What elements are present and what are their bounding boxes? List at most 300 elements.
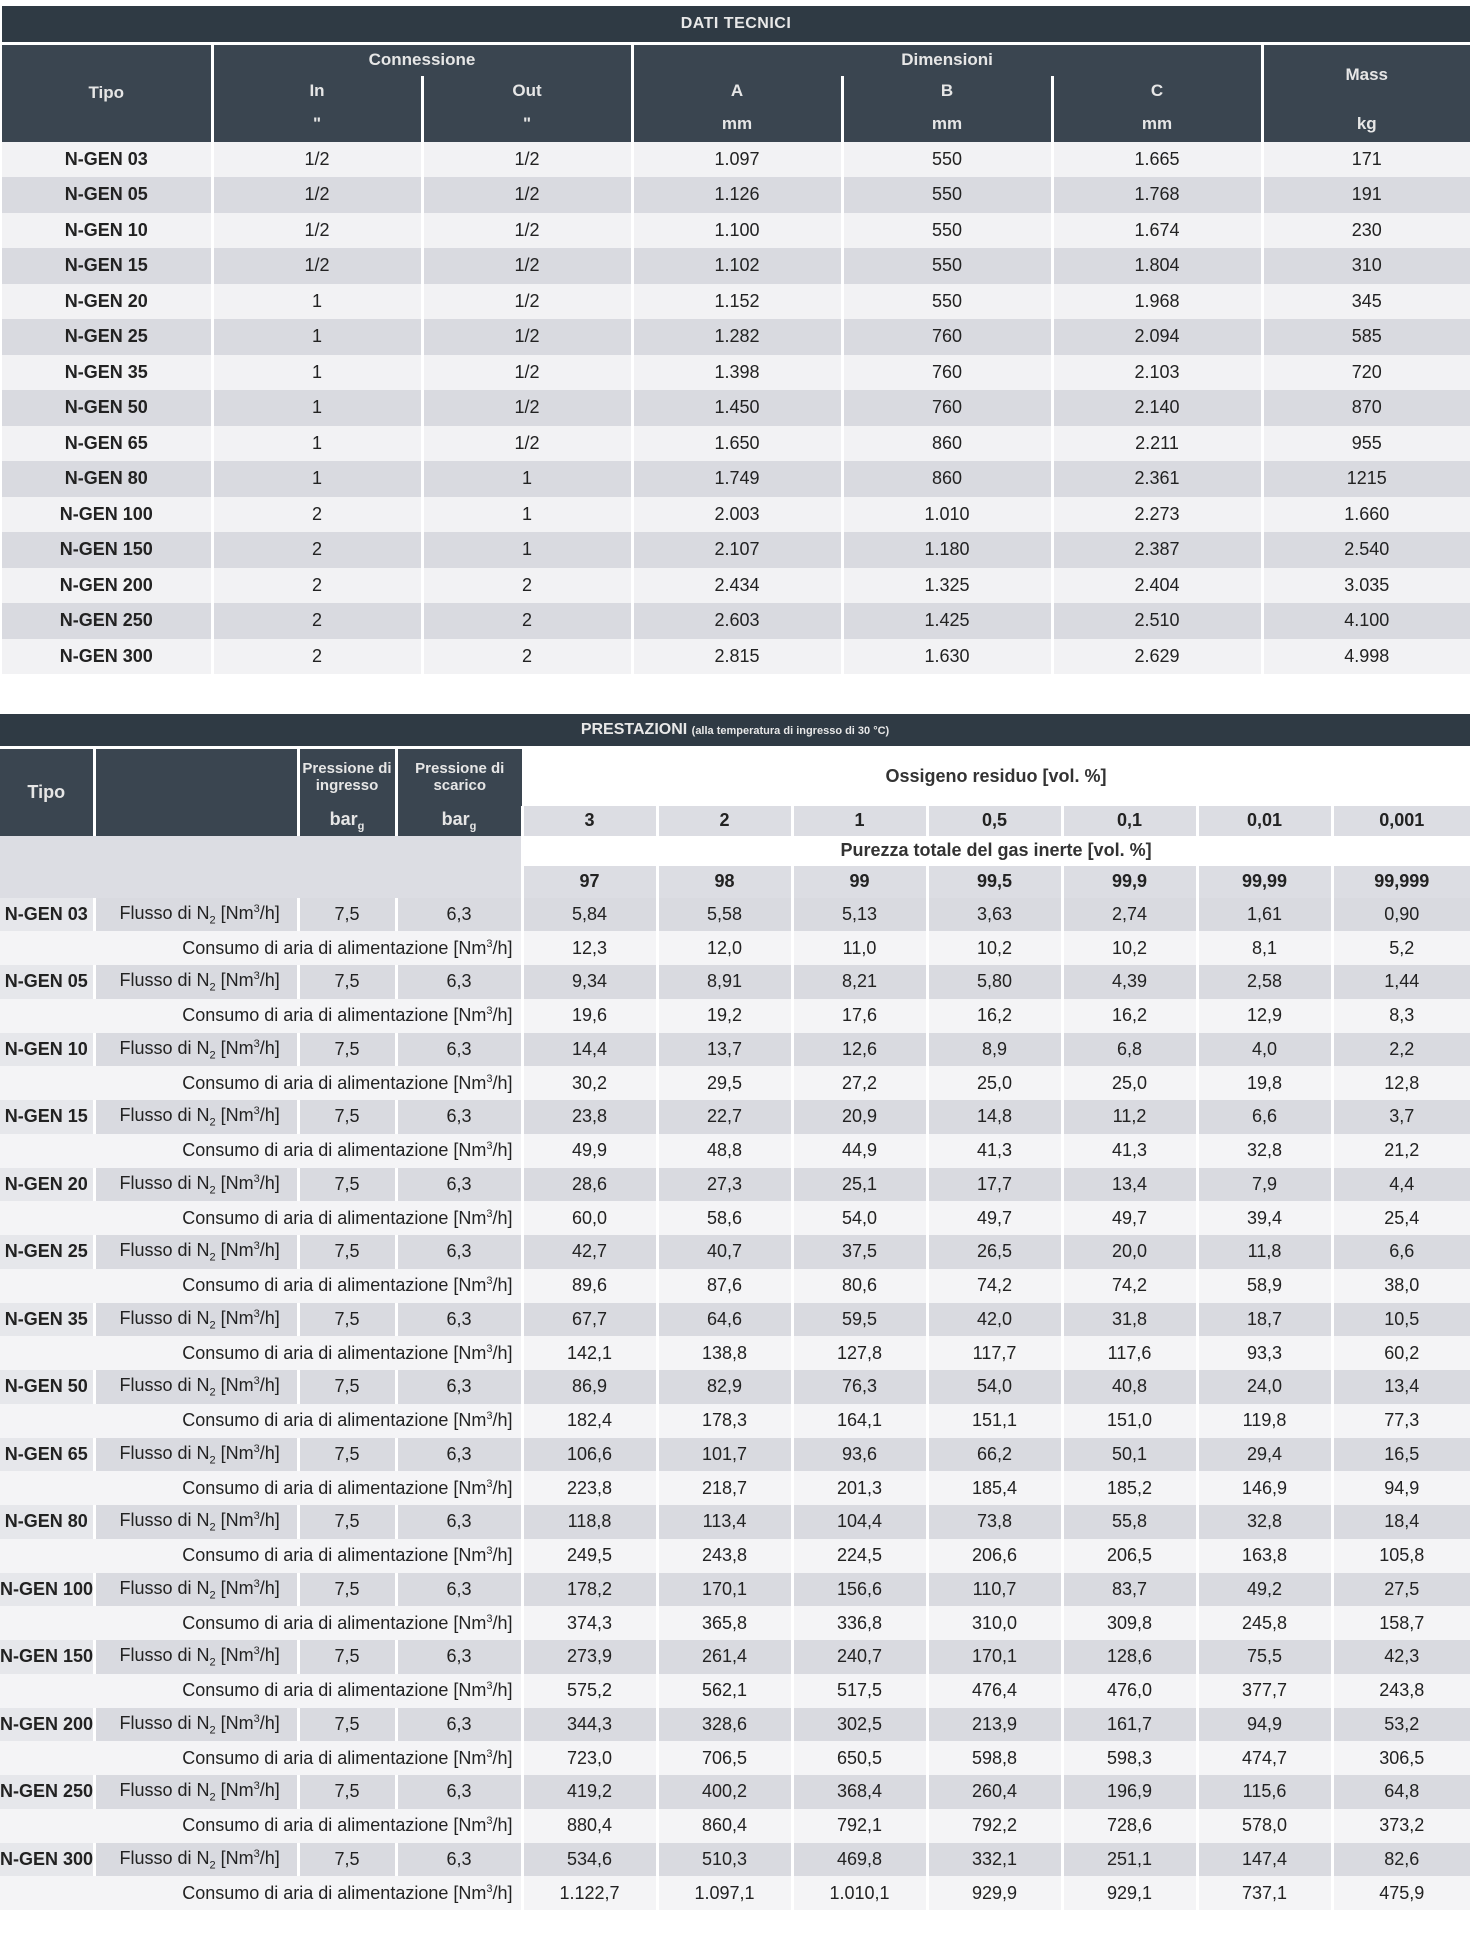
pressure-out: 6,3 — [396, 1843, 522, 1877]
header-a: A — [632, 76, 842, 106]
flow-label — [94, 1708, 298, 1742]
pressure-in: 7,5 — [298, 1843, 396, 1877]
flow-label-sup: 3 — [253, 1510, 260, 1523]
flow-value: 50,1 — [1062, 1438, 1197, 1472]
flow-value: 22,7 — [657, 1100, 792, 1134]
flow-row — [0, 1303, 1470, 1337]
pressure-in: 7,5 — [298, 1168, 396, 1202]
cell-mass: 720 — [1262, 355, 1470, 391]
flow-label-sup: 3 — [253, 970, 260, 983]
consumption-label — [0, 1134, 522, 1168]
consumption-value: 310,0 — [927, 1606, 1062, 1640]
cell-in: 2 — [212, 497, 422, 533]
consumption-value: 206,6 — [927, 1539, 1062, 1573]
consumption-value: 49,7 — [1062, 1201, 1197, 1235]
cell-a: 1.152 — [632, 284, 842, 320]
flow-value: 344,3 — [522, 1708, 657, 1742]
pressure-in: 7,5 — [298, 1303, 396, 1337]
pressure-in: 7,5 — [298, 1438, 396, 1472]
cell-mass: 171 — [1262, 142, 1470, 178]
flow-label-unit: [Nm — [220, 1375, 254, 1396]
header-mass: Mass — [1262, 44, 1470, 106]
consumption-label-text: Consumo di aria di alimentazione [Nm — [182, 1275, 487, 1296]
flow-label-unit-end: /h] — [259, 1172, 280, 1193]
flow-value: 18,7 — [1197, 1303, 1332, 1337]
model-tipo: N-GEN 100 — [0, 1573, 94, 1607]
cell-a: 1.102 — [632, 248, 842, 284]
consumption-label-end: /h] — [492, 1815, 513, 1836]
flow-label-sub: 2 — [209, 1589, 216, 1602]
cell-out: 2 — [422, 603, 632, 639]
ossigeno-value: 2 — [657, 806, 792, 836]
consumption-value: 178,3 — [657, 1404, 792, 1438]
flow-label-unit: [Nm — [220, 1645, 254, 1666]
consumption-value: 476,0 — [1062, 1674, 1197, 1708]
cell-a: 2.003 — [632, 497, 842, 533]
flow-value: 128,6 — [1062, 1640, 1197, 1674]
flow-label-unit-end: /h] — [259, 970, 280, 991]
flow-label-unit: [Nm — [220, 1712, 254, 1733]
flow-value: 5,58 — [657, 898, 792, 932]
consumption-value: 163,8 — [1197, 1539, 1332, 1573]
consumption-label-end: /h] — [492, 1612, 513, 1633]
consumption-label-sup: 3 — [486, 1005, 493, 1018]
consumption-value: 164,1 — [792, 1404, 927, 1438]
flow-value: 10,5 — [1332, 1303, 1470, 1337]
consumption-label-sup: 3 — [486, 1545, 493, 1558]
consumption-value: 224,5 — [792, 1539, 927, 1573]
consumption-label-text: Consumo di aria di alimentazione [Nm — [182, 1882, 487, 1903]
cell-in: 1/2 — [212, 248, 422, 284]
flow-label-prefix: Flusso di N — [119, 1307, 210, 1328]
flow-value: 20,9 — [792, 1100, 927, 1134]
flow-value: 14,8 — [927, 1100, 1062, 1134]
consumption-row — [0, 1336, 1470, 1370]
consumption-value: 476,4 — [927, 1674, 1062, 1708]
flow-label-sup: 3 — [253, 1780, 260, 1793]
flow-value: 4,4 — [1332, 1168, 1470, 1202]
consumption-label-text: Consumo di aria di alimentazione [Nm — [182, 1410, 487, 1431]
consumption-value: 182,4 — [522, 1404, 657, 1438]
consumption-value: 58,6 — [657, 1201, 792, 1235]
flow-label-unit: [Nm — [220, 1240, 254, 1261]
flow-label-sub: 2 — [209, 1859, 216, 1872]
flow-value: 49,2 — [1197, 1573, 1332, 1607]
flow-label-sub: 2 — [209, 1049, 216, 1062]
flow-value: 82,9 — [657, 1370, 792, 1404]
flow-value: 31,8 — [1062, 1303, 1197, 1337]
consumption-value: 48,8 — [657, 1134, 792, 1168]
consumption-label-text: Consumo di aria di alimentazione [Nm — [182, 1005, 487, 1026]
consumption-label-end: /h] — [492, 1072, 513, 1093]
pressure-in: 7,5 — [298, 1505, 396, 1539]
cell-c: 2.103 — [1052, 355, 1262, 391]
flow-value: 4,0 — [1197, 1033, 1332, 1067]
flow-value: 113,4 — [657, 1505, 792, 1539]
consumption-value: 598,8 — [927, 1741, 1062, 1775]
flow-label-sub: 2 — [209, 1656, 216, 1669]
consumption-label-text: Consumo di aria di alimentazione [Nm — [182, 1815, 487, 1836]
consumption-value: 245,8 — [1197, 1606, 1332, 1640]
flow-label-unit-end: /h] — [259, 1577, 280, 1598]
pressure-out: 6,3 — [396, 1505, 522, 1539]
pressure-in: 7,5 — [298, 1235, 396, 1269]
pressure-in: 7,5 — [298, 965, 396, 999]
consumption-label — [0, 1201, 522, 1235]
flow-label-sup: 3 — [253, 1847, 260, 1860]
cell-b: 1.425 — [842, 603, 1052, 639]
table-row — [2, 639, 1470, 675]
flow-value: 6,8 — [1062, 1033, 1197, 1067]
flow-value: 251,1 — [1062, 1843, 1197, 1877]
flow-label-unit-end: /h] — [259, 1105, 280, 1126]
consumption-value: 8,1 — [1197, 931, 1332, 965]
cell-tipo: N-GEN 300 — [2, 639, 212, 675]
flow-row — [0, 1168, 1470, 1202]
cell-a: 1.398 — [632, 355, 842, 391]
perf-header-pressione-scarico: Pressione di scarico — [396, 748, 522, 806]
cell-b: 550 — [842, 177, 1052, 213]
cell-in: 1/2 — [212, 177, 422, 213]
flow-label-unit: [Nm — [220, 1577, 254, 1598]
flow-label — [94, 1168, 298, 1202]
flow-value: 3,63 — [927, 898, 1062, 932]
pressure-in: 7,5 — [298, 1708, 396, 1742]
consumption-label-end: /h] — [492, 1680, 513, 1701]
consumption-value: 30,2 — [522, 1066, 657, 1100]
flow-label-sup: 3 — [253, 1172, 260, 1185]
cell-tipo: N-GEN 25 — [2, 319, 212, 355]
flow-label — [94, 1438, 298, 1472]
consumption-value: 12,3 — [522, 931, 657, 965]
flow-value: 302,5 — [792, 1708, 927, 1742]
model-tipo: N-GEN 20 — [0, 1168, 94, 1202]
unit-a: mm — [632, 106, 842, 142]
cell-mass: 955 — [1262, 426, 1470, 462]
cell-c: 1.968 — [1052, 284, 1262, 320]
flow-value: 40,8 — [1062, 1370, 1197, 1404]
cell-tipo: N-GEN 20 — [2, 284, 212, 320]
consumption-row — [0, 1066, 1470, 1100]
consumption-label-end: /h] — [492, 1545, 513, 1566]
cell-out: 1/2 — [422, 213, 632, 249]
consumption-row — [0, 1606, 1470, 1640]
flow-value: 93,6 — [792, 1438, 927, 1472]
flow-label-prefix: Flusso di N — [119, 970, 210, 991]
flow-label-unit: [Nm — [220, 970, 254, 991]
model-tipo: N-GEN 15 — [0, 1100, 94, 1134]
consumption-value: 8,3 — [1332, 999, 1470, 1033]
consumption-value: 25,0 — [1062, 1066, 1197, 1100]
flow-row — [0, 1505, 1470, 1539]
consumption-value: 87,6 — [657, 1269, 792, 1303]
consumption-label-text: Consumo di aria di alimentazione [Nm — [182, 1140, 487, 1161]
header-b: B — [842, 76, 1052, 106]
cell-out: 1/2 — [422, 177, 632, 213]
cell-mass: 4.998 — [1262, 639, 1470, 675]
flow-label-sup: 3 — [253, 1645, 260, 1658]
cell-in: 1 — [212, 426, 422, 462]
consumption-label-sup: 3 — [486, 1275, 493, 1288]
cell-mass: 870 — [1262, 390, 1470, 426]
table-row — [2, 461, 1470, 497]
cell-c: 2.273 — [1052, 497, 1262, 533]
ossigeno-value: 0,1 — [1062, 806, 1197, 836]
flow-value: 67,7 — [522, 1303, 657, 1337]
consumption-value: 11,0 — [792, 931, 927, 965]
flow-label-unit-end: /h] — [259, 1847, 280, 1868]
purezza-value: 99,999 — [1332, 866, 1470, 898]
flow-row — [0, 1708, 1470, 1742]
consumption-value: 17,6 — [792, 999, 927, 1033]
cell-b: 1.325 — [842, 568, 1052, 604]
consumption-value: 706,5 — [657, 1741, 792, 1775]
flow-value: 9,34 — [522, 965, 657, 999]
consumption-value: 158,7 — [1332, 1606, 1470, 1640]
flow-label-unit-end: /h] — [259, 1780, 280, 1801]
cell-in: 1 — [212, 319, 422, 355]
flow-label-prefix: Flusso di N — [119, 1510, 210, 1531]
consumption-label-sup: 3 — [486, 1140, 493, 1153]
consumption-label — [0, 1539, 522, 1573]
consumption-label-text: Consumo di aria di alimentazione [Nm — [182, 1545, 487, 1566]
cell-c: 1.665 — [1052, 142, 1262, 178]
flow-value: 534,6 — [522, 1843, 657, 1877]
consumption-value: 44,9 — [792, 1134, 927, 1168]
prestazioni-table — [0, 714, 1470, 1910]
pressure-out: 6,3 — [396, 1168, 522, 1202]
flow-label-sup: 3 — [253, 1577, 260, 1590]
cell-in: 2 — [212, 603, 422, 639]
flow-value: 400,2 — [657, 1775, 792, 1809]
consumption-value: 243,8 — [1332, 1674, 1470, 1708]
consumption-value: 1.097,1 — [657, 1876, 792, 1910]
flow-label-sup: 3 — [253, 1307, 260, 1320]
flow-label-sub: 2 — [209, 1791, 216, 1804]
consumption-row — [0, 1404, 1470, 1438]
pressure-out: 6,3 — [396, 1370, 522, 1404]
consumption-value: 309,8 — [1062, 1606, 1197, 1640]
flow-value: 156,6 — [792, 1573, 927, 1607]
pressure-out: 6,3 — [396, 1708, 522, 1742]
flow-label-prefix: Flusso di N — [119, 1847, 210, 1868]
flow-value: 7,9 — [1197, 1168, 1332, 1202]
consumption-value: 10,2 — [927, 931, 1062, 965]
consumption-label-end: /h] — [492, 1342, 513, 1363]
model-tipo: N-GEN 250 — [0, 1775, 94, 1809]
flow-label — [94, 1843, 298, 1877]
flow-label-unit: [Nm — [220, 1510, 254, 1531]
flow-label-prefix: Flusso di N — [119, 1712, 210, 1733]
flow-label — [94, 1370, 298, 1404]
flow-value: 510,3 — [657, 1843, 792, 1877]
cell-mass: 3.035 — [1262, 568, 1470, 604]
consumption-label — [0, 1404, 522, 1438]
flow-label-sub: 2 — [209, 1454, 216, 1467]
cell-c: 1.768 — [1052, 177, 1262, 213]
consumption-value: 41,3 — [1062, 1134, 1197, 1168]
pressure-out: 6,3 — [396, 1100, 522, 1134]
consumption-row — [0, 1471, 1470, 1505]
consumption-row — [0, 1674, 1470, 1708]
consumption-value: 117,6 — [1062, 1336, 1197, 1370]
flow-label-prefix: Flusso di N — [119, 902, 210, 923]
table-row — [2, 284, 1470, 320]
cell-a: 2.603 — [632, 603, 842, 639]
flow-label-unit: [Nm — [220, 902, 254, 923]
pressure-out: 6,3 — [396, 1303, 522, 1337]
cell-out: 2 — [422, 639, 632, 675]
flow-label-sup: 3 — [253, 1105, 260, 1118]
dati-tecnici-table — [2, 6, 1470, 674]
cell-tipo: N-GEN 80 — [2, 461, 212, 497]
consumption-value: 58,9 — [1197, 1269, 1332, 1303]
cell-tipo: N-GEN 10 — [2, 213, 212, 249]
header-tipo: Tipo — [2, 44, 212, 142]
consumption-value: 737,1 — [1197, 1876, 1332, 1910]
cell-in: 1 — [212, 355, 422, 391]
cell-c: 2.510 — [1052, 603, 1262, 639]
flow-value: 42,3 — [1332, 1640, 1470, 1674]
perf-header-blank — [94, 748, 298, 836]
flow-value: 1,61 — [1197, 898, 1332, 932]
flow-label-sub: 2 — [209, 914, 216, 927]
cell-b: 550 — [842, 213, 1052, 249]
unit-b: mm — [842, 106, 1052, 142]
cell-b: 550 — [842, 284, 1052, 320]
consumption-label — [0, 1336, 522, 1370]
cell-tipo: N-GEN 50 — [2, 390, 212, 426]
cell-mass: 310 — [1262, 248, 1470, 284]
prestazioni-title-note: (alla temperatura di ingresso di 30 °C) — [691, 725, 890, 737]
consumption-label-sup: 3 — [486, 937, 493, 950]
consumption-value: 374,3 — [522, 1606, 657, 1640]
consumption-value: 60,2 — [1332, 1336, 1470, 1370]
consumption-value: 119,8 — [1197, 1404, 1332, 1438]
cell-mass: 1215 — [1262, 461, 1470, 497]
consumption-value: 93,3 — [1197, 1336, 1332, 1370]
consumption-label-text: Consumo di aria di alimentazione [Nm — [182, 1207, 487, 1228]
consumption-value: 151,0 — [1062, 1404, 1197, 1438]
perf-header-filler — [0, 836, 522, 898]
model-tipo: N-GEN 80 — [0, 1505, 94, 1539]
table-row — [2, 142, 1470, 178]
consumption-row — [0, 1269, 1470, 1303]
flow-value: 5,80 — [927, 965, 1062, 999]
flow-value: 368,4 — [792, 1775, 927, 1809]
cell-tipo: N-GEN 250 — [2, 603, 212, 639]
table-row — [2, 177, 1470, 213]
consumption-value: 1.122,7 — [522, 1876, 657, 1910]
cell-out: 1/2 — [422, 319, 632, 355]
consumption-value: 185,4 — [927, 1471, 1062, 1505]
flow-label — [94, 1573, 298, 1607]
ossigeno-value: 0,5 — [927, 806, 1062, 836]
flow-value: 260,4 — [927, 1775, 1062, 1809]
flow-label-sub: 2 — [209, 1724, 216, 1737]
consumption-value: 21,2 — [1332, 1134, 1470, 1168]
flow-label-sub: 2 — [209, 1184, 216, 1197]
unit-bar-in: bar$_g$ — [298, 806, 396, 836]
unit-out: " — [422, 106, 632, 142]
table-row — [2, 390, 1470, 426]
consumption-value: 243,8 — [657, 1539, 792, 1573]
consumption-label-sup: 3 — [486, 1410, 493, 1423]
flow-label-sub: 2 — [209, 1319, 216, 1332]
consumption-label-end: /h] — [492, 1140, 513, 1161]
flow-label-unit: [Nm — [220, 1307, 254, 1328]
perf-header-ossigeno: Ossigeno residuo [vol. %] — [522, 748, 1470, 806]
unit-in: " — [212, 106, 422, 142]
consumption-value: 306,5 — [1332, 1741, 1470, 1775]
table-row — [2, 497, 1470, 533]
flow-value: 5,13 — [792, 898, 927, 932]
flow-value: 2,2 — [1332, 1033, 1470, 1067]
table-row — [2, 248, 1470, 284]
consumption-value: 77,3 — [1332, 1404, 1470, 1438]
consumption-label-sup: 3 — [486, 1207, 493, 1220]
consumption-value: 74,2 — [1062, 1269, 1197, 1303]
consumption-label-end: /h] — [492, 1477, 513, 1498]
table-row — [2, 213, 1470, 249]
flow-label-sup: 3 — [253, 1037, 260, 1050]
flow-value: 196,9 — [1062, 1775, 1197, 1809]
flow-value: 94,9 — [1197, 1708, 1332, 1742]
flow-value: 27,3 — [657, 1168, 792, 1202]
perf-header-pressione-ingresso: Pressione di ingresso — [298, 748, 396, 806]
flow-value: 16,5 — [1332, 1438, 1470, 1472]
consumption-value: 151,1 — [927, 1404, 1062, 1438]
purezza-value: 99 — [792, 866, 927, 898]
flow-value: 24,0 — [1197, 1370, 1332, 1404]
consumption-row — [0, 1134, 1470, 1168]
model-tipo: N-GEN 05 — [0, 965, 94, 999]
consumption-label — [0, 1606, 522, 1640]
consumption-value: 25,0 — [927, 1066, 1062, 1100]
flow-value: 170,1 — [927, 1640, 1062, 1674]
flow-label-prefix: Flusso di N — [119, 1037, 210, 1058]
model-tipo: N-GEN 25 — [0, 1235, 94, 1269]
cell-b: 760 — [842, 355, 1052, 391]
purezza-value: 99,99 — [1197, 866, 1332, 898]
flow-value: 86,9 — [522, 1370, 657, 1404]
cell-a: 2.815 — [632, 639, 842, 675]
consumption-label-end: /h] — [492, 1410, 513, 1431]
flow-row — [0, 898, 1470, 932]
consumption-label-sup: 3 — [486, 1477, 493, 1490]
flow-label-prefix: Flusso di N — [119, 1645, 210, 1666]
model-tipo: N-GEN 65 — [0, 1438, 94, 1472]
cell-tipo: N-GEN 03 — [2, 142, 212, 178]
flow-value: 118,8 — [522, 1505, 657, 1539]
cell-c: 2.629 — [1052, 639, 1262, 675]
consumption-value: 117,7 — [927, 1336, 1062, 1370]
consumption-value: 12,0 — [657, 931, 792, 965]
consumption-label-text: Consumo di aria di alimentazione [Nm — [182, 1612, 487, 1633]
consumption-label — [0, 1876, 522, 1910]
consumption-value: 138,8 — [657, 1336, 792, 1370]
flow-row — [0, 1438, 1470, 1472]
consumption-label — [0, 1471, 522, 1505]
consumption-label-text: Consumo di aria di alimentazione [Nm — [182, 937, 487, 958]
consumption-value: 377,7 — [1197, 1674, 1332, 1708]
flow-label — [94, 965, 298, 999]
flow-label-prefix: Flusso di N — [119, 1240, 210, 1261]
flow-value: 0,90 — [1332, 898, 1470, 932]
flow-row — [0, 1033, 1470, 1067]
flow-value: 11,2 — [1062, 1100, 1197, 1134]
flow-label-sup: 3 — [253, 1375, 260, 1388]
